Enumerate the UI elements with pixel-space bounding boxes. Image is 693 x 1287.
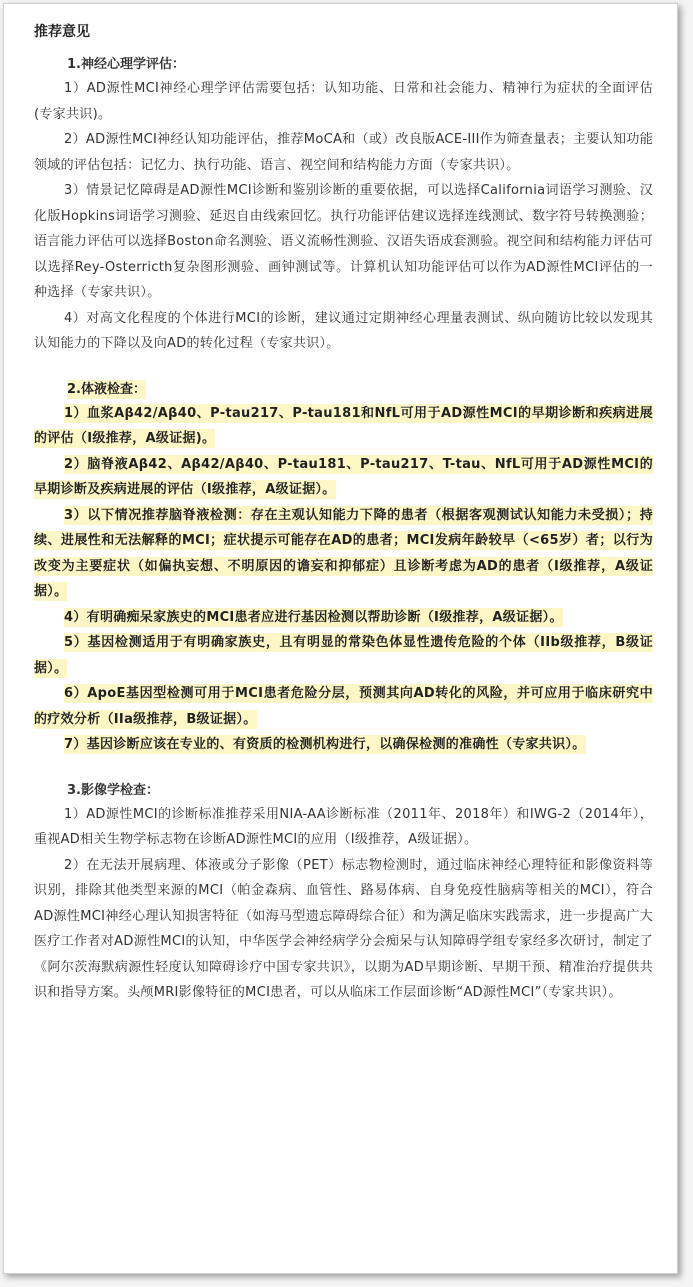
recommendation-paragraph <box>34 605 653 631</box>
recommendation-paragraph: 4）对高文化程度的个体进行MCI的诊断，建议通过定期神经心理量表测试、纵向随访比较以发现其认知能力的下降以及向AD的转化过程（专家共识）。 <box>34 310 653 351</box>
recommendation-paragraph: 2）AD源性MCI神经认知功能评估，推荐MoCA和（或）改良版ACE-III作为筛查量表；主要认知功能领域的评估包括：记忆力、执行功能、语言、视空间和结构能力方面（专家共识）。 <box>34 132 653 173</box>
section-body-fluid <box>34 379 653 758</box>
recommendation-paragraph <box>34 503 653 605</box>
section-neuropsych <box>34 54 653 357</box>
recommendation-paragraph: 1）AD源性MCI的诊断标准推荐采用NIA-AA诊断标准（2011年、2018年）和IWG-2（2014年），重视AD相关生物学标志物在诊断AD源性MCI的应用（I级推荐，A级证据）。 <box>34 806 653 847</box>
recommendation-paragraph <box>34 452 653 503</box>
highlighted-text: 3）以下情况推荐脑脊液检测：存在主观认知能力下降的患者（根据客观测试认知能力未受损）；持续、进展性和无法解释的MCI；症状提示可能存在AD的患者；MCI发病年龄较早（<65岁）者；以行为改变为主要症状（如偏执妄想、不明原因的谵妄和抑郁症）且诊断考虑为AD的患者（I级推荐，A级证据）。 <box>34 507 653 599</box>
recommendation-paragraph: 1）AD源性MCI神经心理学评估需要包括：认知功能、日常和社会能力、精神行为症状的全面评估(专家共识)。 <box>34 81 653 122</box>
recommendation-paragraph: 3）情景记忆障碍是AD源性MCI诊断和鉴别诊断的重要依据，可以选择California词语学习测验、汉化版Hopkins词语学习测验、延迟自由线索回忆。执行功能评估建议选择连线测试、数字符号转换测验；语言能力评估可以选择Boston命名测验、语义流畅性测验、汉语失语成套测验。视空间和结构能力评估可以选择Rey-Osterricth复杂图形测验、画钟测试等。计算机认知功能评估可以作为AD源性MCI评估的一种选择（专家共识）。 <box>34 183 653 300</box>
recommendation-paragraph <box>34 732 653 758</box>
section-heading: 1.神经心理学评估： <box>67 57 185 72</box>
recommendation-paragraph <box>34 681 653 732</box>
document-title: 推荐意见 <box>34 24 90 40</box>
document-page <box>3 3 678 1274</box>
section-imaging <box>34 780 653 1006</box>
highlighted-text: 2）脑脊液Aβ42、Aβ42/Aβ40、P-tau181、P-tau217、T-tau、NfL可用于AD源性MCI的早期诊断及疾病进展的评估（I级推荐，A级证据）。 <box>34 456 653 497</box>
recommendation-paragraph: 2）在无法开展病理、体液或分子影像（PET）标志物检测时，通过临床神经心理特征和影像资料等识别，排除其他类型来源的MCI（帕金森病、血管性、路易体病、自身免疫性脑病等相关的MCI），符合AD源性MCI神经心理认知损害特征（如海马型遗忘障碍综合征）和为满足临床实践需求，进一步提高广大医疗工作者对AD源性MCI的认知，中华医学会神经病学分会痴呆与认知障碍学组专家经多次研讨，制定了《阿尔茨海默病源性轻度认知障碍诊疗中国专家共识》，以期为AD早期诊断、早期干预、精准治疗提供共识和指导方案。头颅MRI影像特征的MCI患者，可以从临床工作层面诊断“AD源性MCI”（专家共识）。 <box>34 857 653 1000</box>
highlighted-text: 1）血浆Aβ42/Aβ40、P-tau217、P-tau181和NfL可用于AD源性MCI的早期诊断和疾病进展的评估（I级推荐，A级证据)。 <box>34 405 653 446</box>
highlighted-text: 6）ApoE基因型检测可用于MCI患者危险分层，预测其向AD转化的风险，并可应用于临床研究中的疗效分析（IIa级推荐，B级证据）。 <box>34 686 653 727</box>
section-heading <box>34 379 653 401</box>
highlighted-text: 4）有明确痴呆家族史的MCI患者应进行基因检测以帮助诊断（I级推荐，A级证据）。 <box>64 609 563 625</box>
recommendation-paragraph <box>34 401 653 452</box>
recommendation-paragraph <box>34 630 653 681</box>
highlighted-text: 7）基因诊断应该在专业的、有资质的检测机构进行，以确保检测的准确性（专家共识）。 <box>64 737 586 752</box>
highlighted-text: 2.体液检查： <box>67 381 146 397</box>
section-heading: 3.影像学检查： <box>67 782 159 798</box>
highlighted-text: 5）基因检测适用于有明确家族史，且有明显的常染色体显性遗传危险的个体（IIb级推荐，B级证据）。 <box>34 635 653 676</box>
